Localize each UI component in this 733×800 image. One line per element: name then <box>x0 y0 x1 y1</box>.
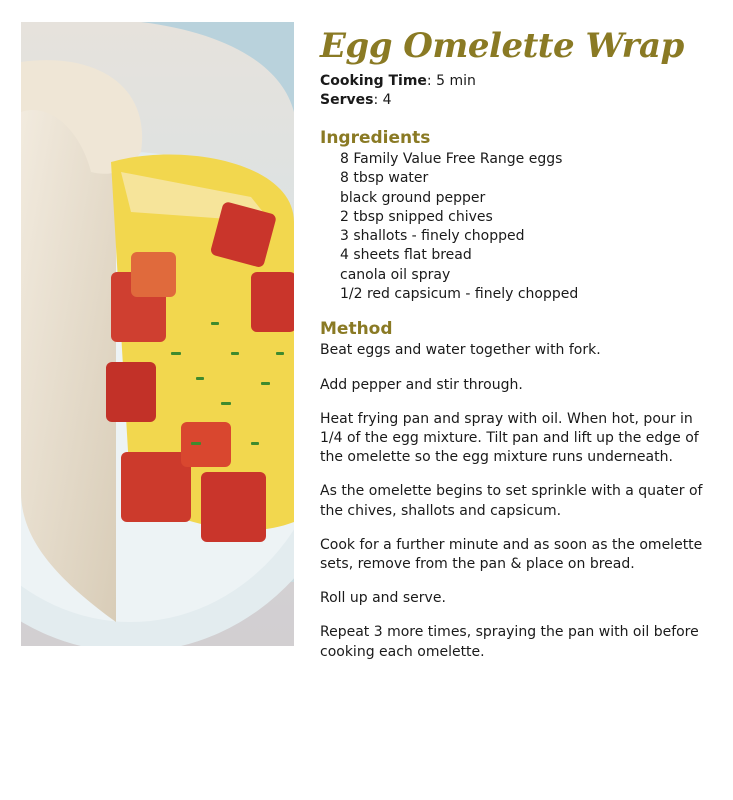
ingredient-item: canola oil spray <box>340 266 451 283</box>
recipe-content <box>320 24 715 677</box>
ingredient-item: 8 Family Value Free Range eggs <box>340 151 563 167</box>
method-steps <box>320 341 715 661</box>
ingredient-item: 4 sheets flat bread <box>340 247 472 264</box>
method-step: Add pepper and stir through. <box>320 376 523 393</box>
tomato-piece <box>181 422 231 467</box>
method-step: As the omelette begins to set sprinkle with a quater of the chives, shallots and capsicum. <box>320 483 703 519</box>
tomato-piece <box>121 452 191 522</box>
serves-value: 4 <box>382 92 392 108</box>
cooking-time-value: 5 min <box>436 73 476 89</box>
method-step: Heat frying pan and spray with oil. When hot, pour in 1/4 of the egg mixture. Tilt pan and lift up the edge of the omelette so the egg mixture runs underneath. <box>320 410 699 466</box>
ingredient-item: 2 tbsp snipped chives <box>340 208 493 225</box>
serves-label: Serves <box>320 92 374 108</box>
omelette-wrap-illustration <box>21 22 294 646</box>
method-step: Roll up and serve. <box>320 590 446 607</box>
cooking-time-label: Cooking Time <box>320 73 427 89</box>
method-step: Repeat 3 more times, spraying the pan with oil before cooking each omelette. <box>320 624 699 660</box>
ingredient-item: 3 shallots - finely chopped <box>340 228 525 245</box>
recipe-photo <box>21 22 294 646</box>
serves: Serves: 4 <box>320 92 392 108</box>
ingredient-item: 1/2 red capsicum - finely chopped <box>340 286 579 303</box>
method-step: Beat eggs and water together with fork. <box>320 342 601 359</box>
method-heading: Method <box>320 319 393 340</box>
recipe-title: Egg Omelette Wrap <box>320 26 684 66</box>
method-step: Cook for a further minute and as soon as the omelette sets, remove from the pan & place on bread. <box>320 536 703 572</box>
ingredient-item: 8 tbsp water <box>340 170 429 187</box>
ingredient-item: black ground pepper <box>340 189 486 206</box>
ingredients-heading: Ingredients <box>320 128 431 148</box>
tomato-piece <box>251 272 294 332</box>
tomato-piece <box>106 362 156 422</box>
tomato-piece <box>131 252 176 297</box>
tomato-piece <box>201 472 266 542</box>
cooking-time: Cooking Time: 5 min <box>320 73 476 89</box>
ingredients-list <box>320 150 715 304</box>
